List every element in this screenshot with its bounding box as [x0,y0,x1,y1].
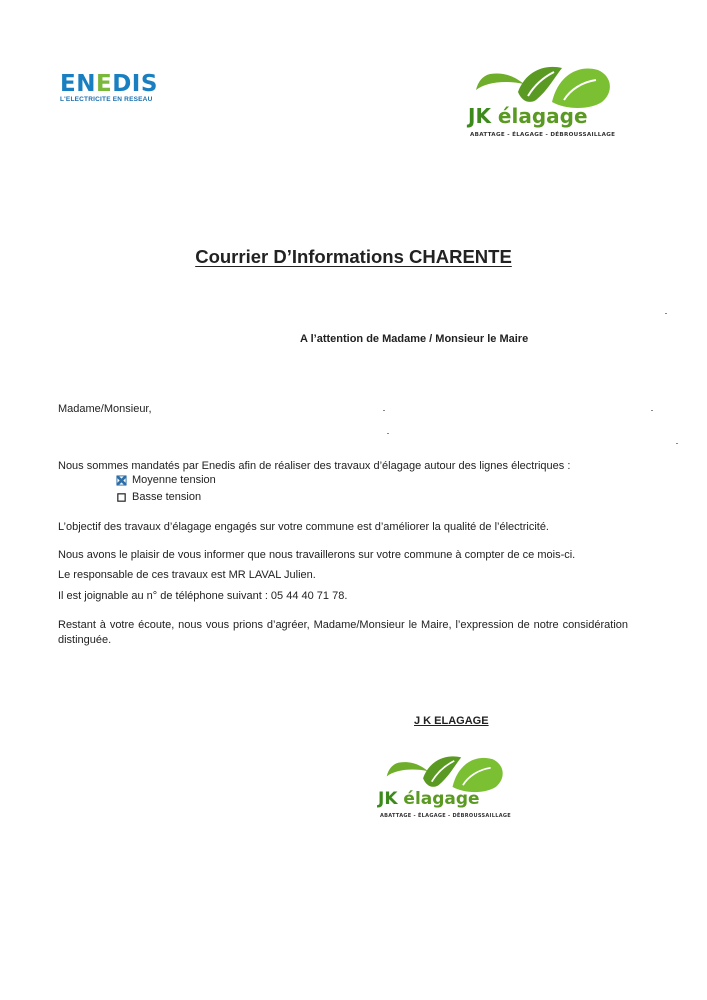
jk-initials: JK [378,789,398,809]
greeting: Madame/Monsieur, [58,403,152,415]
option-label: Basse tension [132,491,202,503]
scan-speck [665,313,667,314]
responsible-paragraph: Le responsable de ces travaux est MR LAVAL Julien. [58,569,316,581]
option-basse-tension [116,491,201,503]
leaf-icon [378,752,508,794]
empty-box-icon [116,492,127,503]
jk-elagage-logo-header [466,62,651,138]
jk-initials: JK [468,104,491,128]
leaf-icon [466,62,616,110]
enedis-word-part2: DIS [112,71,158,97]
option-moyenne-tension [116,474,216,486]
jk-name-text: élagage [497,104,588,128]
enedis-word-accent: E [95,71,113,97]
jk-name-text: élagage [403,789,480,809]
phone-paragraph: Il est joignable au n° de téléphone suivant : 05 44 40 71 78. [58,590,348,602]
jk-brand-name [468,104,651,128]
enedis-wordmark [60,72,170,96]
page-title-text: Courrier D’Informations CHARENTE [195,246,512,267]
jk-brand-name [378,789,533,809]
jk-elagage-logo-signature [378,752,533,819]
enedis-word-part1: EN [60,71,96,97]
objective-paragraph: L’objectif des travaux d’élagage engagés sur votre commune est d’améliorer la qualité de l’électricité. [58,521,549,533]
option-label: Moyenne tension [132,474,216,486]
scan-speck [387,433,389,434]
jk-tagline: ABATTAGE - ÉLAGAGE - DÉBROUSSAILLAGE [380,813,511,819]
schedule-paragraph: Nous avons le plaisir de vous informer que nous travaillerons sur votre commune à compter de ce mois-ci. [58,549,576,561]
closing-paragraph: Restant à votre écoute, nous vous prions d’agréer, Madame/Monsieur le Maire, l’expression de notre considération distinguée. [58,619,628,646]
scan-speck [383,410,385,411]
page-title [0,246,707,268]
checked-box-icon [116,475,127,486]
enedis-tagline: L'ELECTRICITE EN RESEAU [60,96,153,103]
scan-speck [676,443,678,444]
scan-speck [651,410,653,411]
attention-line: A l’attention de Madame / Monsieur le Maire [300,333,529,345]
jk-tagline: ABATTAGE - ÉLAGAGE - DÉBROUSSAILLAGE [470,132,616,138]
intro-paragraph: Nous sommes mandatés par Enedis afin de réaliser des travaux d’élagage autour des lignes électriques : [58,460,571,472]
enedis-logo [60,72,170,103]
signature: J K ELAGAGE [414,715,489,727]
